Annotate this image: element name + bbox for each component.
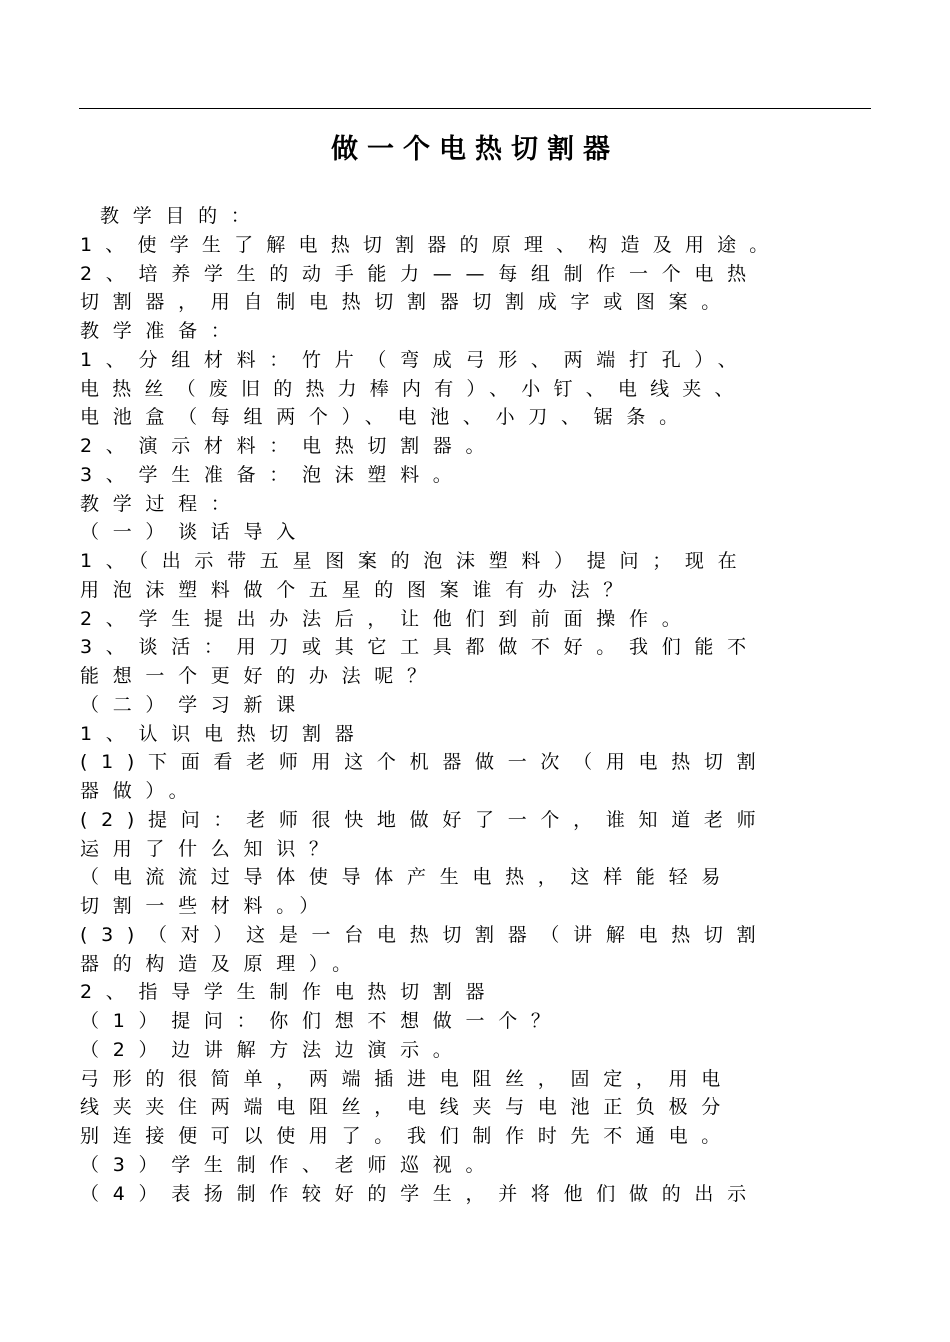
text-line: (1)下面看老师用这个机器做一次（用电热切割 [80, 751, 770, 774]
text-line: 别连接便可以使用了。我们制作时先不通电。 [80, 1125, 735, 1147]
text-line: 2、演示材料：电热切割器。 [80, 435, 499, 457]
header-rule [79, 108, 871, 109]
text-line: 电池盒（每组两个）、电池、小刀、锯条。 [80, 406, 692, 429]
text-line: 器做）。 [80, 780, 202, 802]
text-line: (3)（对）这是一台电热切割器（讲解电热切割 [80, 923, 770, 946]
text-line: 线夹夹住两端电阻丝，电线夹与电池正负极分 [80, 1096, 735, 1119]
subsection-heading-intro: （一）谈话导入 [80, 521, 309, 544]
text-line: 弓形的很简单，两端插进电阻丝，固定，用电 [80, 1067, 735, 1090]
text-line: (2)提问：老师很快地做好了一个，谁知道老师 [80, 808, 770, 831]
text-line: （3）学生制作、老师巡视。 [80, 1153, 499, 1176]
text-line: 器的构造及原理）。 [80, 952, 365, 975]
text-line: 2、学生提出办法后，让他们到前面操作。 [80, 607, 695, 630]
text-line: 1、分组材料：竹片（弯成弓形、两端打孔）、 [80, 348, 751, 371]
text-line: （2）边讲解方法边演示。 [80, 1038, 466, 1061]
text-line: 3、谈活：用刀或其它工具都做不好。我们能不 [80, 636, 760, 659]
section-heading-preparation: 教学准备： [80, 320, 244, 342]
text-line: 能想一个更好的办法呢？ [80, 665, 440, 687]
text-line: （电流流过导体使导体产生电热，这样能轻易 [80, 866, 735, 889]
text-line: （1）提问：你们想不想做一个？ [80, 1010, 564, 1032]
text-line: 用泡沫塑料做个五星的图案谁有办法？ [80, 578, 636, 601]
section-heading-objectives: 教学目的： [100, 205, 264, 227]
document-body [80, 202, 870, 1208]
text-line: 2、指导学生制作电热切割器 [80, 981, 499, 1004]
text-line: 切割器，用自制电热切割器切割成字或图案。 [80, 291, 735, 314]
text-line: 1、（出示带五星图案的泡沫塑料）提问；现在 [80, 550, 751, 572]
text-line: 切割一些材料。） [80, 895, 333, 917]
text-line: 3、学生准备：泡沫塑料。 [80, 463, 466, 486]
document-title: 做一个电热切割器 [331, 134, 619, 165]
section-heading-process: 教学过程： [80, 492, 244, 515]
text-line: 运用了什么知识？ [80, 837, 342, 860]
text-line: （4）表扬制作较好的学生，并将他们做的出示 [80, 1182, 760, 1205]
text-line: 电热丝（废旧的热力棒内有）、小钉、电线夹、 [80, 377, 747, 400]
text-line: 2、培养学生的动手能力——每组制作一个电热 [80, 262, 760, 285]
subsection-heading-new-lesson: （二）学习新课 [80, 693, 309, 716]
text-line: 1、使学生了解电热切割器的原理、构造及用途。 [80, 233, 782, 256]
text-line: 1、认识电热切割器 [80, 722, 368, 745]
